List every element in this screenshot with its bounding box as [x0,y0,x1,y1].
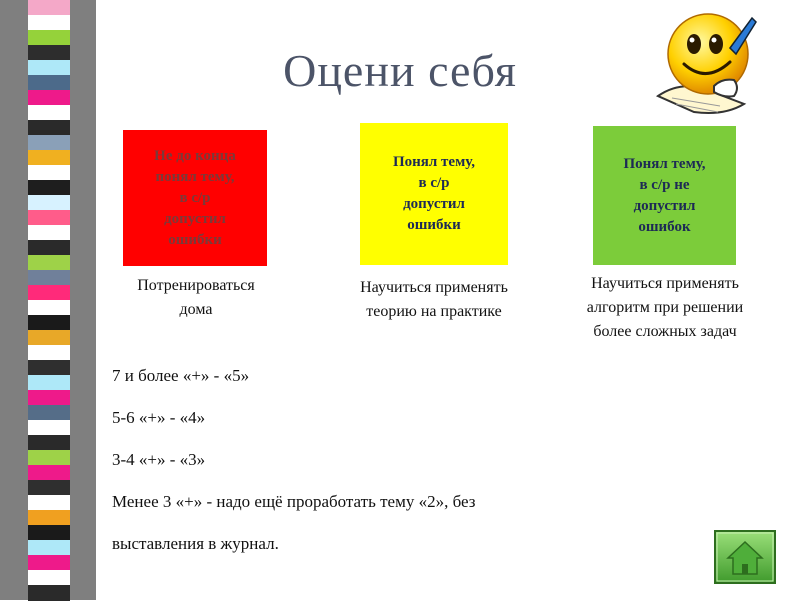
color-stripe [28,210,70,226]
card-not-understood [123,130,267,266]
caption-apply-theory: Научиться применять теорию на практике [360,279,508,320]
color-stripe [28,330,70,346]
grading-line: 5-6 «+» - «4» [112,408,206,427]
card-not-understood-text: Не до конца понял тему, в с/р допустил ошибки [154,147,236,248]
color-stripe [28,255,70,271]
home-icon[interactable] [714,530,776,584]
grading-line: 7 и более «+» - «5» [112,366,250,385]
color-stripe [28,135,70,151]
color-stripe [28,225,70,241]
color-stripe [28,345,70,361]
color-stripe [28,105,70,121]
color-stripe [28,120,70,136]
color-stripe [28,375,70,391]
color-stripe [28,435,70,451]
color-stripe [28,510,70,526]
smiley-writing-icon [648,8,760,120]
color-stripe [28,450,70,466]
color-stripe [28,0,70,16]
color-stripe [28,315,70,331]
color-stripe [28,525,70,541]
color-stripe [28,165,70,181]
color-stripe [28,300,70,316]
color-stripe [28,570,70,586]
color-stripe [28,420,70,436]
color-stripe [28,195,70,211]
card-understood-no-errors-text: Понял тему, в с/р не допустил ошибок [623,155,706,235]
color-stripe [28,495,70,511]
color-stripe [28,480,70,496]
grading-criteria [112,360,475,570]
color-stripe [28,270,70,286]
color-stripe [28,585,70,601]
color-stripe [28,15,70,31]
color-stripe [28,555,70,571]
card-understood-with-errors-text: Понял тему, в с/р допустил ошибки [392,154,476,233]
grading-line: Менее 3 «+» - надо ещё проработать тему «2», без [112,492,476,511]
color-stripe [28,405,70,421]
card-understood-with-errors [360,123,508,265]
color-stripe [28,180,70,196]
color-stripe [28,360,70,376]
color-stripe [28,150,70,166]
grading-line: 3-4 «+» - «3» [112,450,206,469]
caption-practice-at-home: Потренироваться дома [137,277,255,318]
caption-apply-algorithm: Научиться применять алгоритм при решении более сложных задач [586,275,744,340]
color-stripe [28,390,70,406]
page-title: Оцени себя [283,45,517,96]
grading-line: выставления в журнал. [112,534,279,553]
color-stripe [28,285,70,301]
color-stripe [28,240,70,256]
color-stripe [28,465,70,481]
color-stripe [28,540,70,556]
card-understood-no-errors [593,126,736,265]
